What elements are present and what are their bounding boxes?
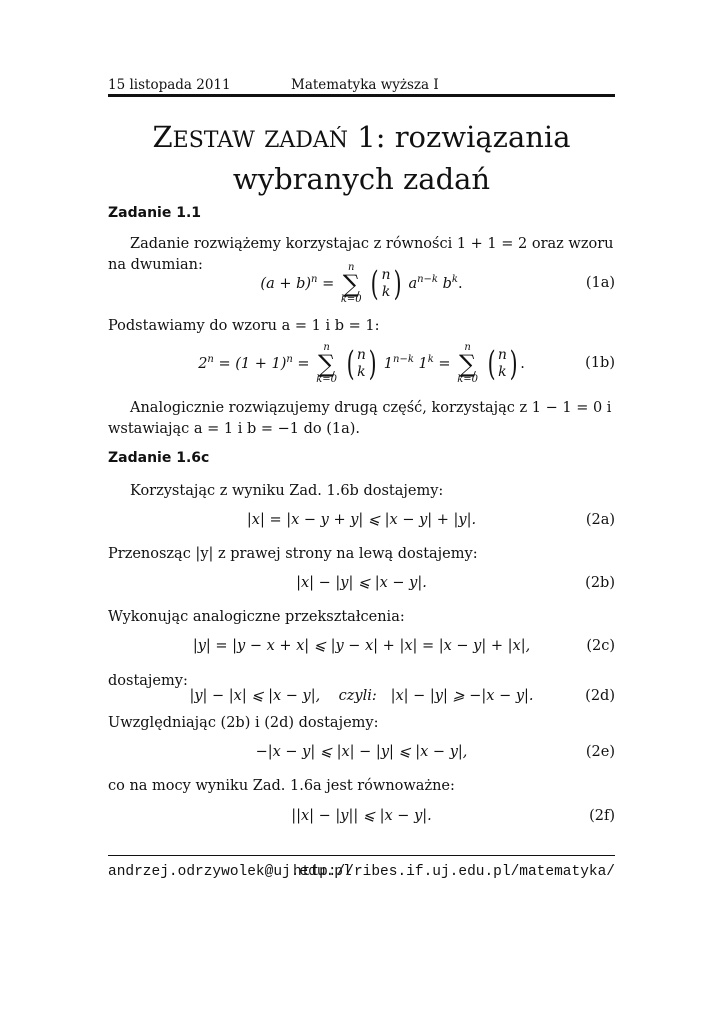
paragraph-analog-1-1: Analogicznie rozwiązujemy drugą część, korzystając z 1 − 1 = 0 i wstawiając a = 1 i b = −1 do (1a).	[108, 400, 612, 437]
section-heading-1-1: Zadanie 1.1	[108, 205, 202, 221]
equation-number: (2f)	[589, 808, 615, 824]
equation-number: (2b)	[585, 575, 615, 591]
paragraph-move: Przenosząc |y| z prawej strony na lewą dostajemy:	[108, 546, 478, 562]
equation-number: (1b)	[585, 355, 615, 371]
equation-number: (2a)	[585, 512, 615, 528]
header-course: Matematyka wyższa I	[291, 77, 439, 93]
paragraph-equivalent: co na mocy wyniku Zad. 1.6a jest równoważne:	[108, 778, 455, 794]
equation-2c: |y| = |y − x + x| ⩽ |y − x| + |x| = |x − y| + |x|, (2c)	[192, 638, 615, 654]
page-title: ZESTAW ZADAŃ 1: rozwiązania wybranych zadań	[152, 120, 571, 196]
equation-number: (2e)	[585, 744, 615, 760]
paragraph-1-1-intro: Zadanie rozwiążemy korzystajac z równości 1 + 1 = 2 oraz wzoru na dwumian:	[108, 236, 614, 273]
paragraph-considering: Uwzględniając (2b) i (2d) dostajemy:	[108, 715, 379, 731]
equation-number: (2c)	[586, 638, 615, 654]
paragraph-substitute: Podstawiamy do wzoru a = 1 i b = 1:	[108, 318, 380, 334]
equation-2e: −|x − y| ⩽ |x| − |y| ⩽ |x − y|, (2e)	[255, 744, 615, 760]
page	[108, 0, 615, 1024]
header-date: 15 listopada 2011	[108, 77, 231, 93]
footer-url-link[interactable]: http://ribes.if.uj.edu.pl/matematyka/	[293, 864, 615, 880]
equation-2a: |x| = |x − y + y| ⩽ |x − y| + |y|. (2a)	[246, 512, 615, 528]
footer-email-link[interactable]: andrzej.odrzywolek@uj.edu.pl	[108, 864, 352, 880]
equation-1b: $2^n = (1 + 1)^n$ = n ∑ k=0 ( n k ) $1^{n-k}$ $1^k$ = n ∑ k=0 ( n k ) . (1b)	[198, 342, 615, 385]
paragraph-get: dostajemy:	[108, 673, 188, 689]
equation-number: (1a)	[585, 275, 615, 291]
paragraph-analog: Wykonując analogiczne przekształcenia:	[108, 609, 405, 625]
equation-number: (2d)	[585, 688, 615, 704]
equation-1a: $(a + b)^n$ = n ∑ k=0 ( n k ) $a^{n-k}$ $b^k$. (1a)	[260, 262, 615, 305]
header-rule	[108, 94, 615, 97]
equation-2d: |y| − |x| ⩽ |x − y|, czyli: |x| − |y| ⩾ −|x − y|. (2d)	[189, 688, 615, 704]
paragraph-1-6c-intro: Korzystając z wyniku Zad. 1.6b dostajemy:	[130, 483, 444, 499]
equation-2b: |x| − |y| ⩽ |x − y|. (2b)	[296, 575, 615, 591]
section-heading-1-6c: Zadanie 1.6c	[108, 450, 210, 466]
footer-rule	[108, 855, 615, 856]
equation-2f: ||x| − |y|| ⩽ |x − y|. (2f)	[291, 808, 615, 824]
